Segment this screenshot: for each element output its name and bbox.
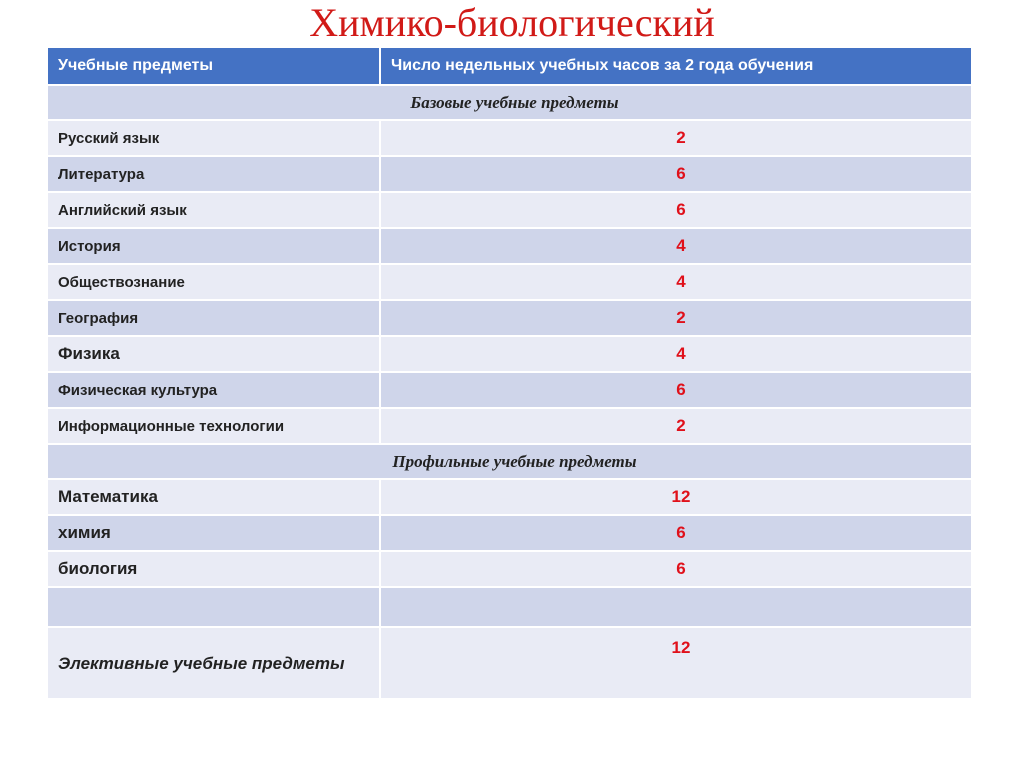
subject-cell: Английский язык — [47, 192, 380, 228]
hours-cell: 2 — [380, 300, 972, 336]
subject-cell: Математика — [47, 479, 380, 515]
section-basic-label: Базовые учебные предметы — [47, 85, 972, 120]
subject-cell: История — [47, 228, 380, 264]
empty-row — [47, 587, 972, 627]
hours-cell: 2 — [380, 408, 972, 444]
section-row-profile — [47, 444, 972, 479]
hours-cell: 12 — [380, 479, 972, 515]
subject-cell: Русский язык — [47, 120, 380, 156]
table-row — [47, 192, 972, 228]
hours-cell: 6 — [380, 372, 972, 408]
hours-cell: 4 — [380, 228, 972, 264]
empty-cell — [380, 587, 972, 627]
table-row — [47, 336, 972, 372]
empty-cell — [47, 587, 380, 627]
subject-cell: Физическая культура — [47, 372, 380, 408]
section-profile-label: Профильные учебные предметы — [47, 444, 972, 479]
table-row — [47, 408, 972, 444]
elective-subject-cell: Элективные учебные предметы — [47, 627, 380, 699]
table-row — [47, 551, 972, 587]
table-row — [47, 264, 972, 300]
hours-cell: 2 — [380, 120, 972, 156]
subject-cell: Обществознание — [47, 264, 380, 300]
header-row — [47, 47, 972, 85]
curriculum-table — [46, 46, 973, 700]
elective-row — [47, 627, 972, 699]
elective-hours-cell: 12 — [380, 627, 972, 699]
table-row — [47, 372, 972, 408]
header-hours: Число недельных учебных часов за 2 года обучения — [380, 47, 972, 85]
subject-cell: Литература — [47, 156, 380, 192]
table-row — [47, 479, 972, 515]
hours-cell: 6 — [380, 551, 972, 587]
slide-title: Химико-биологический — [309, 0, 715, 45]
table-row — [47, 228, 972, 264]
table-row — [47, 300, 972, 336]
subject-cell: Физика — [47, 336, 380, 372]
header-subjects: Учебные предметы — [47, 47, 380, 85]
hours-cell: 4 — [380, 264, 972, 300]
subject-cell: биология — [47, 551, 380, 587]
subject-cell: География — [47, 300, 380, 336]
table-row — [47, 120, 972, 156]
hours-cell: 4 — [380, 336, 972, 372]
hours-cell: 6 — [380, 515, 972, 551]
hours-cell: 6 — [380, 192, 972, 228]
section-row-basic — [47, 85, 972, 120]
hours-cell: 6 — [380, 156, 972, 192]
subject-cell: химия — [47, 515, 380, 551]
subject-cell: Информационные технологии — [47, 408, 380, 444]
table-row — [47, 515, 972, 551]
table-row — [47, 156, 972, 192]
